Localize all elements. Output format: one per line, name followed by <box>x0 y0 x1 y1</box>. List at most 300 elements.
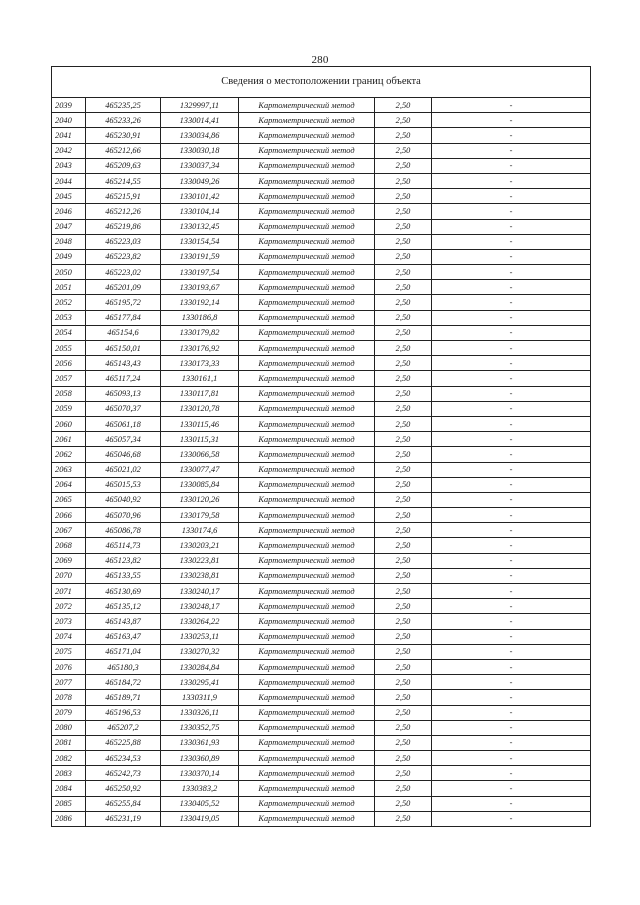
x-coordinate-cell: 465070,96 <box>86 508 161 523</box>
accuracy-cell: 2,50 <box>375 538 432 553</box>
x-coordinate-cell: 465223,02 <box>86 265 161 280</box>
x-coordinate-cell: 465061,18 <box>86 416 161 431</box>
table-row <box>52 735 591 750</box>
x-coordinate-cell: 465143,43 <box>86 356 161 371</box>
method-cell: Картометрический метод <box>239 675 375 690</box>
x-coordinate-cell: 465255,84 <box>86 796 161 811</box>
method-cell: Картометрический метод <box>239 189 375 204</box>
y-coordinate-cell: 1330037,34 <box>161 158 239 173</box>
accuracy-cell: 2,50 <box>375 386 432 401</box>
method-cell: Картометрический метод <box>239 432 375 447</box>
x-coordinate-cell: 465214,55 <box>86 173 161 188</box>
table-row <box>52 341 591 356</box>
method-cell: Картометрический метод <box>239 234 375 249</box>
y-coordinate-cell: 1330154,54 <box>161 234 239 249</box>
point-number-cell: 2059 <box>52 401 86 416</box>
table-row <box>52 523 591 538</box>
table-row <box>52 98 591 113</box>
x-coordinate-cell: 465234,53 <box>86 751 161 766</box>
table-row <box>52 492 591 507</box>
accuracy-cell: 2,50 <box>375 720 432 735</box>
point-number-cell: 2052 <box>52 295 86 310</box>
accuracy-cell: 2,50 <box>375 341 432 356</box>
description-cell: - <box>432 204 591 219</box>
point-number-cell: 2051 <box>52 280 86 295</box>
method-cell: Картометрический метод <box>239 553 375 568</box>
accuracy-cell: 2,50 <box>375 781 432 796</box>
point-number-cell: 2082 <box>52 751 86 766</box>
method-cell: Картометрический метод <box>239 143 375 158</box>
y-coordinate-cell: 1330049,26 <box>161 173 239 188</box>
table-row <box>52 659 591 674</box>
description-cell: - <box>432 113 591 128</box>
x-coordinate-cell: 465207,2 <box>86 720 161 735</box>
point-number-cell: 2085 <box>52 796 86 811</box>
table-row <box>52 265 591 280</box>
table-row <box>52 356 591 371</box>
description-cell: - <box>432 98 591 113</box>
point-number-cell: 2076 <box>52 659 86 674</box>
x-coordinate-cell: 465233,26 <box>86 113 161 128</box>
point-number-cell: 2040 <box>52 113 86 128</box>
accuracy-cell: 2,50 <box>375 492 432 507</box>
point-number-cell: 2047 <box>52 219 86 234</box>
table-row <box>52 477 591 492</box>
y-coordinate-cell: 1330383,2 <box>161 781 239 796</box>
table-row <box>52 811 591 826</box>
table-row <box>52 128 591 143</box>
accuracy-cell: 2,50 <box>375 568 432 583</box>
point-number-cell: 2054 <box>52 325 86 340</box>
point-number-cell: 2039 <box>52 98 86 113</box>
description-cell: - <box>432 143 591 158</box>
accuracy-cell: 2,50 <box>375 796 432 811</box>
table-row <box>52 447 591 462</box>
description-cell: - <box>432 720 591 735</box>
x-coordinate-cell: 465235,25 <box>86 98 161 113</box>
description-cell: - <box>432 523 591 538</box>
x-coordinate-cell: 465196,53 <box>86 705 161 720</box>
accuracy-cell: 2,50 <box>375 584 432 599</box>
point-number-cell: 2070 <box>52 568 86 583</box>
x-coordinate-cell: 465150,01 <box>86 341 161 356</box>
point-number-cell: 2055 <box>52 341 86 356</box>
table-row <box>52 538 591 553</box>
x-coordinate-cell: 465117,24 <box>86 371 161 386</box>
table-row <box>52 401 591 416</box>
y-coordinate-cell: 1330120,26 <box>161 492 239 507</box>
x-coordinate-cell: 465143,87 <box>86 614 161 629</box>
y-coordinate-cell: 1330115,31 <box>161 432 239 447</box>
method-cell: Картометрический метод <box>239 720 375 735</box>
x-coordinate-cell: 465021,02 <box>86 462 161 477</box>
table-row <box>52 751 591 766</box>
method-cell: Картометрический метод <box>239 341 375 356</box>
method-cell: Картометрический метод <box>239 614 375 629</box>
point-number-cell: 2045 <box>52 189 86 204</box>
table-row <box>52 553 591 568</box>
y-coordinate-cell: 1330120,78 <box>161 401 239 416</box>
point-number-cell: 2069 <box>52 553 86 568</box>
method-cell: Картометрический метод <box>239 219 375 234</box>
x-coordinate-cell: 465242,73 <box>86 766 161 781</box>
x-coordinate-cell: 465225,88 <box>86 735 161 750</box>
table-row <box>52 644 591 659</box>
point-number-cell: 2086 <box>52 811 86 826</box>
accuracy-cell: 2,50 <box>375 295 432 310</box>
y-coordinate-cell: 1330014,41 <box>161 113 239 128</box>
x-coordinate-cell: 465130,69 <box>86 584 161 599</box>
accuracy-cell: 2,50 <box>375 447 432 462</box>
description-cell: - <box>432 310 591 325</box>
table-row <box>52 113 591 128</box>
y-coordinate-cell: 1330193,67 <box>161 280 239 295</box>
method-cell: Картометрический метод <box>239 386 375 401</box>
description-cell: - <box>432 173 591 188</box>
accuracy-cell: 2,50 <box>375 644 432 659</box>
table-row <box>52 766 591 781</box>
accuracy-cell: 2,50 <box>375 249 432 264</box>
method-cell: Картометрический метод <box>239 659 375 674</box>
point-number-cell: 2062 <box>52 447 86 462</box>
y-coordinate-cell: 1330179,82 <box>161 325 239 340</box>
method-cell: Картометрический метод <box>239 477 375 492</box>
y-coordinate-cell: 1330352,75 <box>161 720 239 735</box>
description-cell: - <box>432 751 591 766</box>
method-cell: Картометрический метод <box>239 523 375 538</box>
y-coordinate-cell: 1330101,42 <box>161 189 239 204</box>
point-number-cell: 2043 <box>52 158 86 173</box>
description-cell: - <box>432 538 591 553</box>
accuracy-cell: 2,50 <box>375 356 432 371</box>
point-number-cell: 2063 <box>52 462 86 477</box>
accuracy-cell: 2,50 <box>375 735 432 750</box>
y-coordinate-cell: 1330419,05 <box>161 811 239 826</box>
point-number-cell: 2056 <box>52 356 86 371</box>
x-coordinate-cell: 465163,47 <box>86 629 161 644</box>
y-coordinate-cell: 1330192,14 <box>161 295 239 310</box>
accuracy-cell: 2,50 <box>375 599 432 614</box>
method-cell: Картометрический метод <box>239 568 375 583</box>
point-number-cell: 2084 <box>52 781 86 796</box>
method-cell: Картометрический метод <box>239 447 375 462</box>
accuracy-cell: 2,50 <box>375 705 432 720</box>
point-number-cell: 2083 <box>52 766 86 781</box>
y-coordinate-cell: 1330264,22 <box>161 614 239 629</box>
y-coordinate-cell: 1330360,89 <box>161 751 239 766</box>
method-cell: Картометрический метод <box>239 766 375 781</box>
boundary-coordinates-table <box>51 66 591 827</box>
y-coordinate-cell: 1330034,86 <box>161 128 239 143</box>
table-row <box>52 584 591 599</box>
x-coordinate-cell: 465223,82 <box>86 249 161 264</box>
description-cell: - <box>432 189 591 204</box>
method-cell: Картометрический метод <box>239 796 375 811</box>
method-cell: Картометрический метод <box>239 371 375 386</box>
y-coordinate-cell: 1330203,21 <box>161 538 239 553</box>
accuracy-cell: 2,50 <box>375 432 432 447</box>
table-row <box>52 462 591 477</box>
method-cell: Картометрический метод <box>239 249 375 264</box>
point-number-cell: 2080 <box>52 720 86 735</box>
table-body <box>52 67 591 827</box>
x-coordinate-cell: 465114,73 <box>86 538 161 553</box>
description-cell: - <box>432 234 591 249</box>
method-cell: Картометрический метод <box>239 599 375 614</box>
method-cell: Картометрический метод <box>239 735 375 750</box>
description-cell: - <box>432 659 591 674</box>
method-cell: Картометрический метод <box>239 356 375 371</box>
point-number-cell: 2050 <box>52 265 86 280</box>
x-coordinate-cell: 465230,91 <box>86 128 161 143</box>
accuracy-cell: 2,50 <box>375 811 432 826</box>
x-coordinate-cell: 465209,63 <box>86 158 161 173</box>
accuracy-cell: 2,50 <box>375 265 432 280</box>
accuracy-cell: 2,50 <box>375 204 432 219</box>
method-cell: Картометрический метод <box>239 310 375 325</box>
accuracy-cell: 2,50 <box>375 690 432 705</box>
method-cell: Картометрический метод <box>239 751 375 766</box>
x-coordinate-cell: 465212,66 <box>86 143 161 158</box>
accuracy-cell: 2,50 <box>375 416 432 431</box>
description-cell: - <box>432 371 591 386</box>
method-cell: Картометрический метод <box>239 811 375 826</box>
y-coordinate-cell: 1330066,58 <box>161 447 239 462</box>
accuracy-cell: 2,50 <box>375 629 432 644</box>
accuracy-cell: 2,50 <box>375 128 432 143</box>
method-cell: Картометрический метод <box>239 295 375 310</box>
accuracy-cell: 2,50 <box>375 113 432 128</box>
description-cell: - <box>432 219 591 234</box>
y-coordinate-cell: 1330405,52 <box>161 796 239 811</box>
description-cell: - <box>432 599 591 614</box>
accuracy-cell: 2,50 <box>375 523 432 538</box>
description-cell: - <box>432 629 591 644</box>
x-coordinate-cell: 465133,55 <box>86 568 161 583</box>
description-cell: - <box>432 811 591 826</box>
description-cell: - <box>432 675 591 690</box>
point-number-cell: 2072 <box>52 599 86 614</box>
point-number-cell: 2064 <box>52 477 86 492</box>
method-cell: Картометрический метод <box>239 128 375 143</box>
description-cell: - <box>432 249 591 264</box>
y-coordinate-cell: 1330284,84 <box>161 659 239 674</box>
accuracy-cell: 2,50 <box>375 234 432 249</box>
table-row <box>52 781 591 796</box>
x-coordinate-cell: 465180,3 <box>86 659 161 674</box>
point-number-cell: 2068 <box>52 538 86 553</box>
y-coordinate-cell: 1330197,54 <box>161 265 239 280</box>
point-number-cell: 2057 <box>52 371 86 386</box>
y-coordinate-cell: 1330132,45 <box>161 219 239 234</box>
accuracy-cell: 2,50 <box>375 219 432 234</box>
y-coordinate-cell: 1330117,81 <box>161 386 239 401</box>
y-coordinate-cell: 1329997,11 <box>161 98 239 113</box>
description-cell: - <box>432 386 591 401</box>
accuracy-cell: 2,50 <box>375 371 432 386</box>
description-cell: - <box>432 462 591 477</box>
x-coordinate-cell: 465219,86 <box>86 219 161 234</box>
accuracy-cell: 2,50 <box>375 310 432 325</box>
description-cell: - <box>432 341 591 356</box>
table-row <box>52 675 591 690</box>
y-coordinate-cell: 1330191,59 <box>161 249 239 264</box>
accuracy-cell: 2,50 <box>375 143 432 158</box>
method-cell: Картометрический метод <box>239 462 375 477</box>
x-coordinate-cell: 465015,53 <box>86 477 161 492</box>
point-number-cell: 2073 <box>52 614 86 629</box>
accuracy-cell: 2,50 <box>375 477 432 492</box>
y-coordinate-cell: 1330311,9 <box>161 690 239 705</box>
table-row <box>52 325 591 340</box>
y-coordinate-cell: 1330238,81 <box>161 568 239 583</box>
x-coordinate-cell: 465195,72 <box>86 295 161 310</box>
table-row <box>52 173 591 188</box>
point-number-cell: 2058 <box>52 386 86 401</box>
y-coordinate-cell: 1330173,33 <box>161 356 239 371</box>
description-cell: - <box>432 356 591 371</box>
description-cell: - <box>432 158 591 173</box>
description-cell: - <box>432 280 591 295</box>
description-cell: - <box>432 705 591 720</box>
point-number-cell: 2074 <box>52 629 86 644</box>
x-coordinate-cell: 465123,82 <box>86 553 161 568</box>
description-cell: - <box>432 644 591 659</box>
accuracy-cell: 2,50 <box>375 553 432 568</box>
method-cell: Картометрический метод <box>239 508 375 523</box>
table-row <box>52 629 591 644</box>
x-coordinate-cell: 465070,37 <box>86 401 161 416</box>
point-number-cell: 2053 <box>52 310 86 325</box>
accuracy-cell: 2,50 <box>375 766 432 781</box>
method-cell: Картометрический метод <box>239 173 375 188</box>
x-coordinate-cell: 465154,6 <box>86 325 161 340</box>
x-coordinate-cell: 465040,92 <box>86 492 161 507</box>
table-row <box>52 143 591 158</box>
description-cell: - <box>432 781 591 796</box>
y-coordinate-cell: 1330176,92 <box>161 341 239 356</box>
description-cell: - <box>432 553 591 568</box>
y-coordinate-cell: 1330104,14 <box>161 204 239 219</box>
description-cell: - <box>432 796 591 811</box>
x-coordinate-cell: 465093,13 <box>86 386 161 401</box>
accuracy-cell: 2,50 <box>375 280 432 295</box>
description-cell: - <box>432 432 591 447</box>
table-row <box>52 690 591 705</box>
method-cell: Картометрический метод <box>239 98 375 113</box>
x-coordinate-cell: 465086,78 <box>86 523 161 538</box>
table-row <box>52 280 591 295</box>
y-coordinate-cell: 1330186,8 <box>161 310 239 325</box>
method-cell: Картометрический метод <box>239 401 375 416</box>
description-cell: - <box>432 766 591 781</box>
table-row <box>52 705 591 720</box>
y-coordinate-cell: 1330085,84 <box>161 477 239 492</box>
x-coordinate-cell: 465135,12 <box>86 599 161 614</box>
y-coordinate-cell: 1330370,14 <box>161 766 239 781</box>
boundary-sheet <box>51 66 590 827</box>
description-cell: - <box>432 416 591 431</box>
accuracy-cell: 2,50 <box>375 325 432 340</box>
x-coordinate-cell: 465189,71 <box>86 690 161 705</box>
page-number: 280 <box>311 54 329 66</box>
table-row <box>52 614 591 629</box>
point-number-cell: 2077 <box>52 675 86 690</box>
table-row <box>52 219 591 234</box>
point-number-cell: 2046 <box>52 204 86 219</box>
y-coordinate-cell: 1330223,81 <box>161 553 239 568</box>
y-coordinate-cell: 1330077,47 <box>161 462 239 477</box>
method-cell: Картометрический метод <box>239 629 375 644</box>
y-coordinate-cell: 1330174,6 <box>161 523 239 538</box>
accuracy-cell: 2,50 <box>375 401 432 416</box>
y-coordinate-cell: 1330326,11 <box>161 705 239 720</box>
method-cell: Картометрический метод <box>239 325 375 340</box>
point-number-cell: 2065 <box>52 492 86 507</box>
method-cell: Картометрический метод <box>239 644 375 659</box>
accuracy-cell: 2,50 <box>375 508 432 523</box>
table-row <box>52 432 591 447</box>
point-number-cell: 2041 <box>52 128 86 143</box>
point-number-cell: 2067 <box>52 523 86 538</box>
accuracy-cell: 2,50 <box>375 675 432 690</box>
x-coordinate-cell: 465215,91 <box>86 189 161 204</box>
accuracy-cell: 2,50 <box>375 614 432 629</box>
description-cell: - <box>432 265 591 280</box>
description-cell: - <box>432 128 591 143</box>
point-number-cell: 2079 <box>52 705 86 720</box>
table-row <box>52 720 591 735</box>
description-cell: - <box>432 477 591 492</box>
table-row <box>52 158 591 173</box>
method-cell: Картометрический метод <box>239 158 375 173</box>
x-coordinate-cell: 465171,04 <box>86 644 161 659</box>
method-cell: Картометрический метод <box>239 690 375 705</box>
x-coordinate-cell: 465250,92 <box>86 781 161 796</box>
method-cell: Картометрический метод <box>239 113 375 128</box>
point-number-cell: 2060 <box>52 416 86 431</box>
accuracy-cell: 2,50 <box>375 462 432 477</box>
method-cell: Картометрический метод <box>239 781 375 796</box>
table-title-row <box>52 67 591 98</box>
y-coordinate-cell: 1330179,58 <box>161 508 239 523</box>
method-cell: Картометрический метод <box>239 204 375 219</box>
description-cell: - <box>432 614 591 629</box>
table-row <box>52 310 591 325</box>
point-number-cell: 2061 <box>52 432 86 447</box>
table-row <box>52 234 591 249</box>
description-cell: - <box>432 447 591 462</box>
description-cell: - <box>432 492 591 507</box>
point-number-cell: 2078 <box>52 690 86 705</box>
table-row <box>52 386 591 401</box>
description-cell: - <box>432 508 591 523</box>
x-coordinate-cell: 465184,72 <box>86 675 161 690</box>
point-number-cell: 2044 <box>52 173 86 188</box>
table-title: Сведения о местоположении границ объекта <box>52 67 591 98</box>
point-number-cell: 2071 <box>52 584 86 599</box>
table-row <box>52 508 591 523</box>
y-coordinate-cell: 1330361,93 <box>161 735 239 750</box>
table-row <box>52 204 591 219</box>
table-row <box>52 416 591 431</box>
y-coordinate-cell: 1330253,11 <box>161 629 239 644</box>
accuracy-cell: 2,50 <box>375 659 432 674</box>
accuracy-cell: 2,50 <box>375 751 432 766</box>
point-number-cell: 2066 <box>52 508 86 523</box>
accuracy-cell: 2,50 <box>375 189 432 204</box>
accuracy-cell: 2,50 <box>375 98 432 113</box>
